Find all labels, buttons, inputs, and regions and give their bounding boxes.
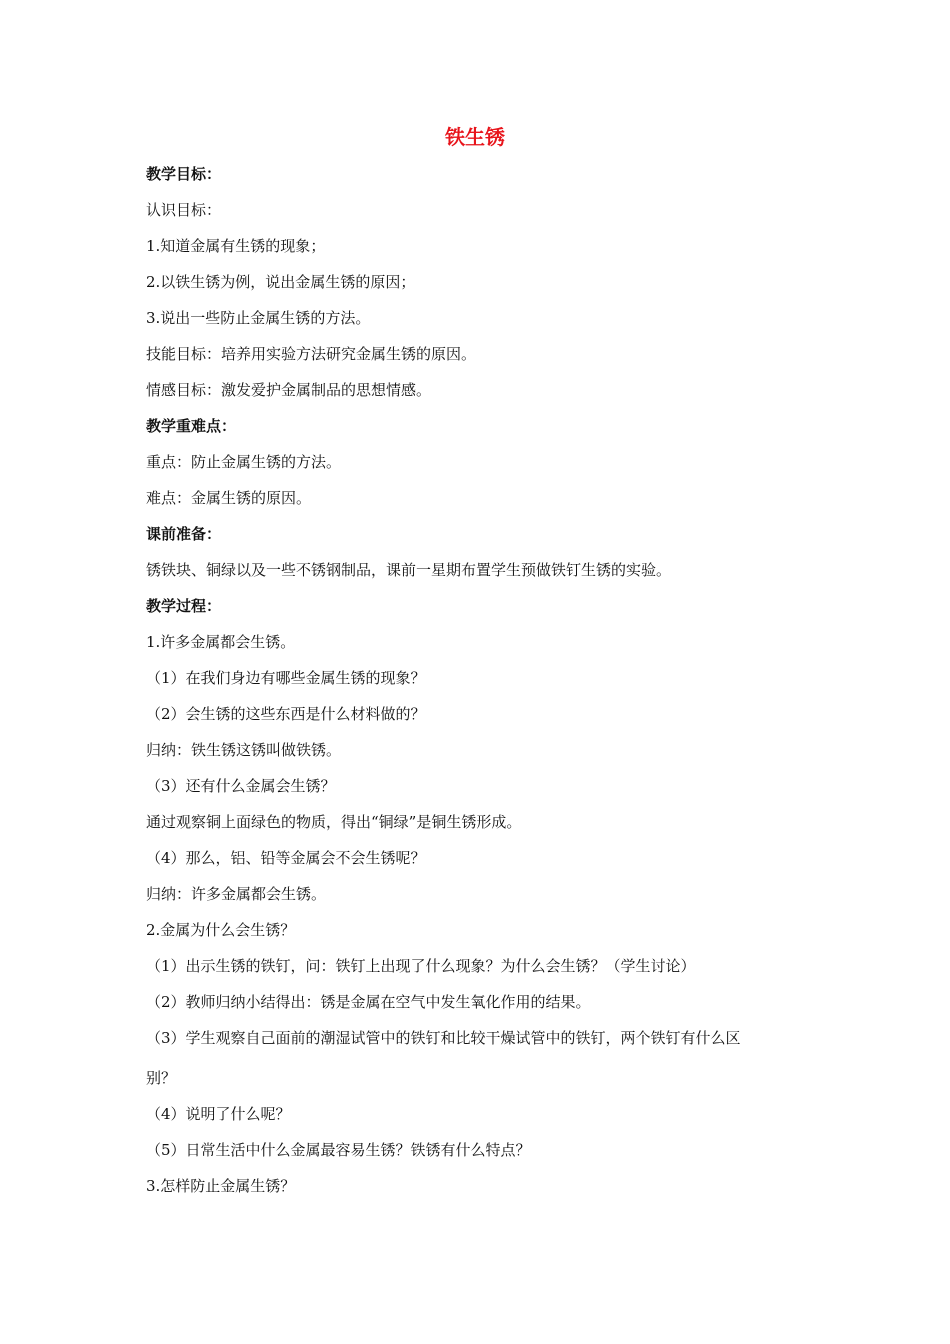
text-line: （1）在我们身边有哪些金属生锈的现象？ [146,669,426,687]
section-heading-process: 教学过程： [146,597,222,615]
text-line: （4）说明了什么呢？ [146,1105,291,1123]
text-line: 3.说出一些防止金属生锈的方法。 [146,309,371,327]
text-line: 别？ [146,1069,177,1087]
section-heading-preparation: 课前准备： [146,525,222,543]
text-line: 难点：金属生锈的原因。 [146,489,312,507]
text-line: 情感目标：激发爱护金属制品的思想情感。 [146,381,432,399]
text-line: （4）那么，铝、铅等金属会不会生锈呢？ [146,849,426,867]
text-line: （2）会生锈的这些东西是什么材料做的？ [146,705,426,723]
text-line: 认识目标： [146,201,222,219]
text-line: （1）出示生锈的铁钉，问：铁钉上出现了什么现象？为什么会生锈？（学生讨论） [146,957,696,975]
text-line: 重点：防止金属生锈的方法。 [146,453,342,471]
text-line: （5）日常生活中什么金属最容易生锈？铁锈有什么特点？ [146,1141,531,1159]
text-line: （3）学生观察自己面前的潮湿试管中的铁钉和比较干燥试管中的铁钉，两个铁钉有什么区 [146,1029,741,1047]
text-line: 2.以铁生锈为例，说出金属生锈的原因； [146,273,416,291]
text-line: 2.金属为什么会生锈？ [146,921,296,939]
section-heading-key-points: 教学重难点： [146,417,237,435]
text-line: 3.怎样防止金属生锈？ [146,1177,296,1195]
text-line: （2）教师归纳小结得出：锈是金属在空气中发生氧化作用的结果。 [146,993,591,1011]
text-line: 1.知道金属有生锈的现象； [146,237,326,255]
text-line: 1.许多金属都会生锈。 [146,633,296,651]
section-heading-objectives: 教学目标： [146,165,222,183]
text-line: 归纳：铁生锈这锈叫做铁锈。 [146,741,342,759]
text-line: 技能目标：培养用实验方法研究金属生锈的原因。 [146,345,477,363]
document-title: 铁生锈 [445,125,505,149]
text-line: 锈铁块、铜绿以及一些不锈钢制品，课前一星期布置学生预做铁钉生锈的实验。 [146,561,672,579]
text-line: （3）还有什么金属会生锈？ [146,777,336,795]
text-line: 通过观察铜上面绿色的物质，得出“铜绿”是铜生锈形成。 [146,813,522,831]
text-line: 归纳：许多金属都会生锈。 [146,885,327,903]
